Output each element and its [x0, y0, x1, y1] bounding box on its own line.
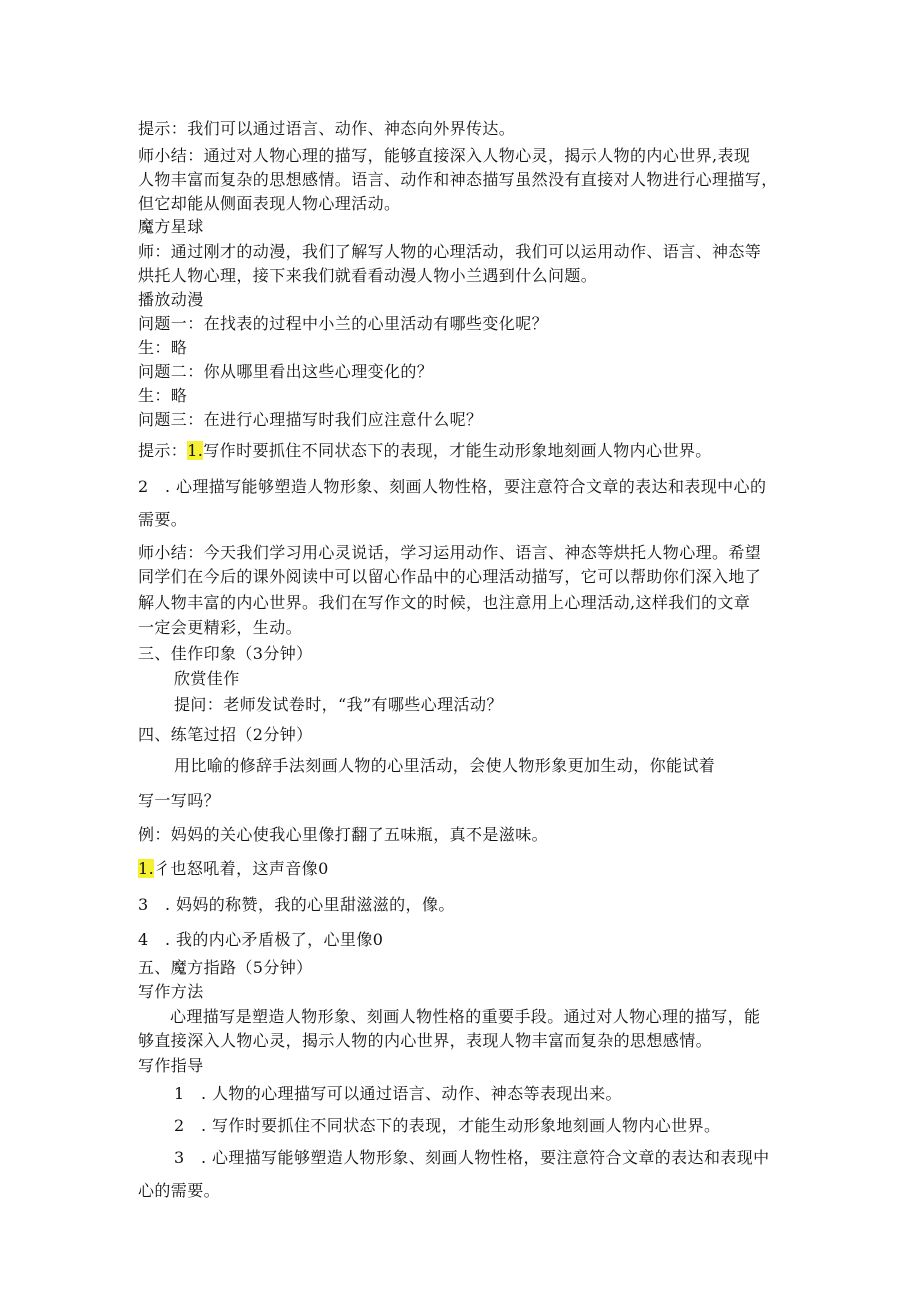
section-4-line-1: 用比喻的修辞手法刻画人物的心里活动，会使人物形象更加生动，你能试着	[174, 756, 716, 775]
closing-summary-line-2: 同学们在今后的课外阅读中可以留心作品中的心理活动描写，它可以帮助你们深入地了	[138, 567, 762, 586]
exercise-item-1	[138, 858, 329, 880]
tip-line	[138, 440, 712, 462]
method-line-1: 心理描写是塑造人物形象、刻画人物性格的重要手段。通过对人物心理的描写，能	[170, 1007, 761, 1026]
question-3: 问题三：在进行心理描写时我们应注意什么呢？	[138, 410, 483, 429]
teacher-summary-line-2: 人物丰富而复杂的思想感情。语言、动作和神态描写虽然没有直接对人物进行心理描写，	[138, 170, 778, 189]
exercise-item-4: 4 . 我的内心矛盾极了，心里像0	[138, 930, 384, 949]
play-animation-line: 播放动漫	[138, 290, 204, 309]
closing-summary-line-3: 解人物丰富的内心世界。我们在写作文的时候，也注意用上心理活动,这样我们的文章	[138, 593, 751, 612]
tip-2-line-1: 2 . 心理描写能够塑造人物形象、刻画人物性格，要注意符合文章的表达和表现中心的	[138, 477, 767, 496]
teacher-summary-line-1: 师小结：通过对人物心理的描写，能够直接深入人物心灵，揭示人物的内心世界,表现	[138, 146, 751, 165]
section-3-sub-1: 欣赏佳作	[174, 669, 240, 688]
exercise-item-3: 3 . 妈妈的称赞，我的心里甜滋滋的，像。	[138, 895, 455, 914]
guide-item-2: 2 . 写作时要抓住不同状态下的表现，才能生动形象地刻画人物内心世界。	[174, 1116, 721, 1135]
section-3-sub-2: 提问：老师发试卷时，“我”有哪些心理活动？	[174, 695, 503, 714]
section-4-line-2: 写一写吗？	[138, 791, 221, 810]
question-2: 问题二：你从哪里看出这些心理变化的？	[138, 362, 434, 381]
method-line-2: 够直接深入人物心灵，揭示人物的内心世界，表现人物丰富而复杂的思想感情。	[138, 1031, 713, 1050]
section-4-heading: 四、练笔过招（2分钟）	[138, 725, 313, 744]
closing-summary-line-1: 师小结：今天我们学习用心灵说话，学习运用动作、语言、神态等烘托人物心理。希望	[138, 543, 762, 562]
hint-line: 提示：我们可以通过语言、动作、神态向外界传达。	[138, 119, 516, 138]
tip-prefix: 提示：	[138, 441, 188, 460]
example-line: 例：妈妈的关心使我心里像打翻了五味瓶，真不是滋味。	[138, 825, 549, 844]
highlighted-number: 1.	[187, 441, 204, 460]
section-3-heading: 三、佳作印象（3分钟）	[138, 644, 313, 663]
highlighted-number: 1.	[138, 859, 155, 878]
closing-summary-line-4: 一定会更精彩，生动。	[138, 618, 303, 637]
guide-item-1: 1 . 人物的心理描写可以通过语言、动作、神态等表现出来。	[174, 1084, 622, 1103]
teacher-line-1: 师：通过刚才的动漫，我们了解写人物的心理活动，我们可以运用动作、语言、神态等	[138, 242, 762, 261]
guide-heading: 写作指导	[138, 1056, 204, 1075]
tip-2-line-2: 需要。	[138, 510, 188, 529]
guide-item-3-line-2: 心的需要。	[138, 1181, 221, 1200]
student-answer-2: 生：略	[138, 386, 188, 405]
tip-text: 写作时要抓住不同状态下的表现，才能生动形象地刻画人物内心世界。	[203, 441, 712, 460]
section-5-heading: 五、魔方指路（5分钟）	[138, 958, 313, 977]
student-answer-1: 生：略	[138, 338, 188, 357]
exercise-item-1-text: 彳也怒吼着，这声音像0	[154, 859, 329, 878]
teacher-line-2: 烘托人物心理，接下来我们就看看动漫人物小兰遇到什么问题。	[138, 266, 598, 285]
teacher-summary-line-3: 但它却能从侧面表现人物心理活动。	[138, 194, 401, 213]
method-heading: 写作方法	[138, 982, 204, 1001]
section-heading-magic-planet: 魔方星球	[138, 217, 204, 236]
question-1: 问题一：在找表的过程中小兰的心里活动有哪些变化呢？	[138, 314, 549, 333]
guide-item-3-line-1: 3 . 心理描写能够塑造人物形象、刻画人物性格，要注意符合文章的表达和表现中	[174, 1148, 770, 1167]
